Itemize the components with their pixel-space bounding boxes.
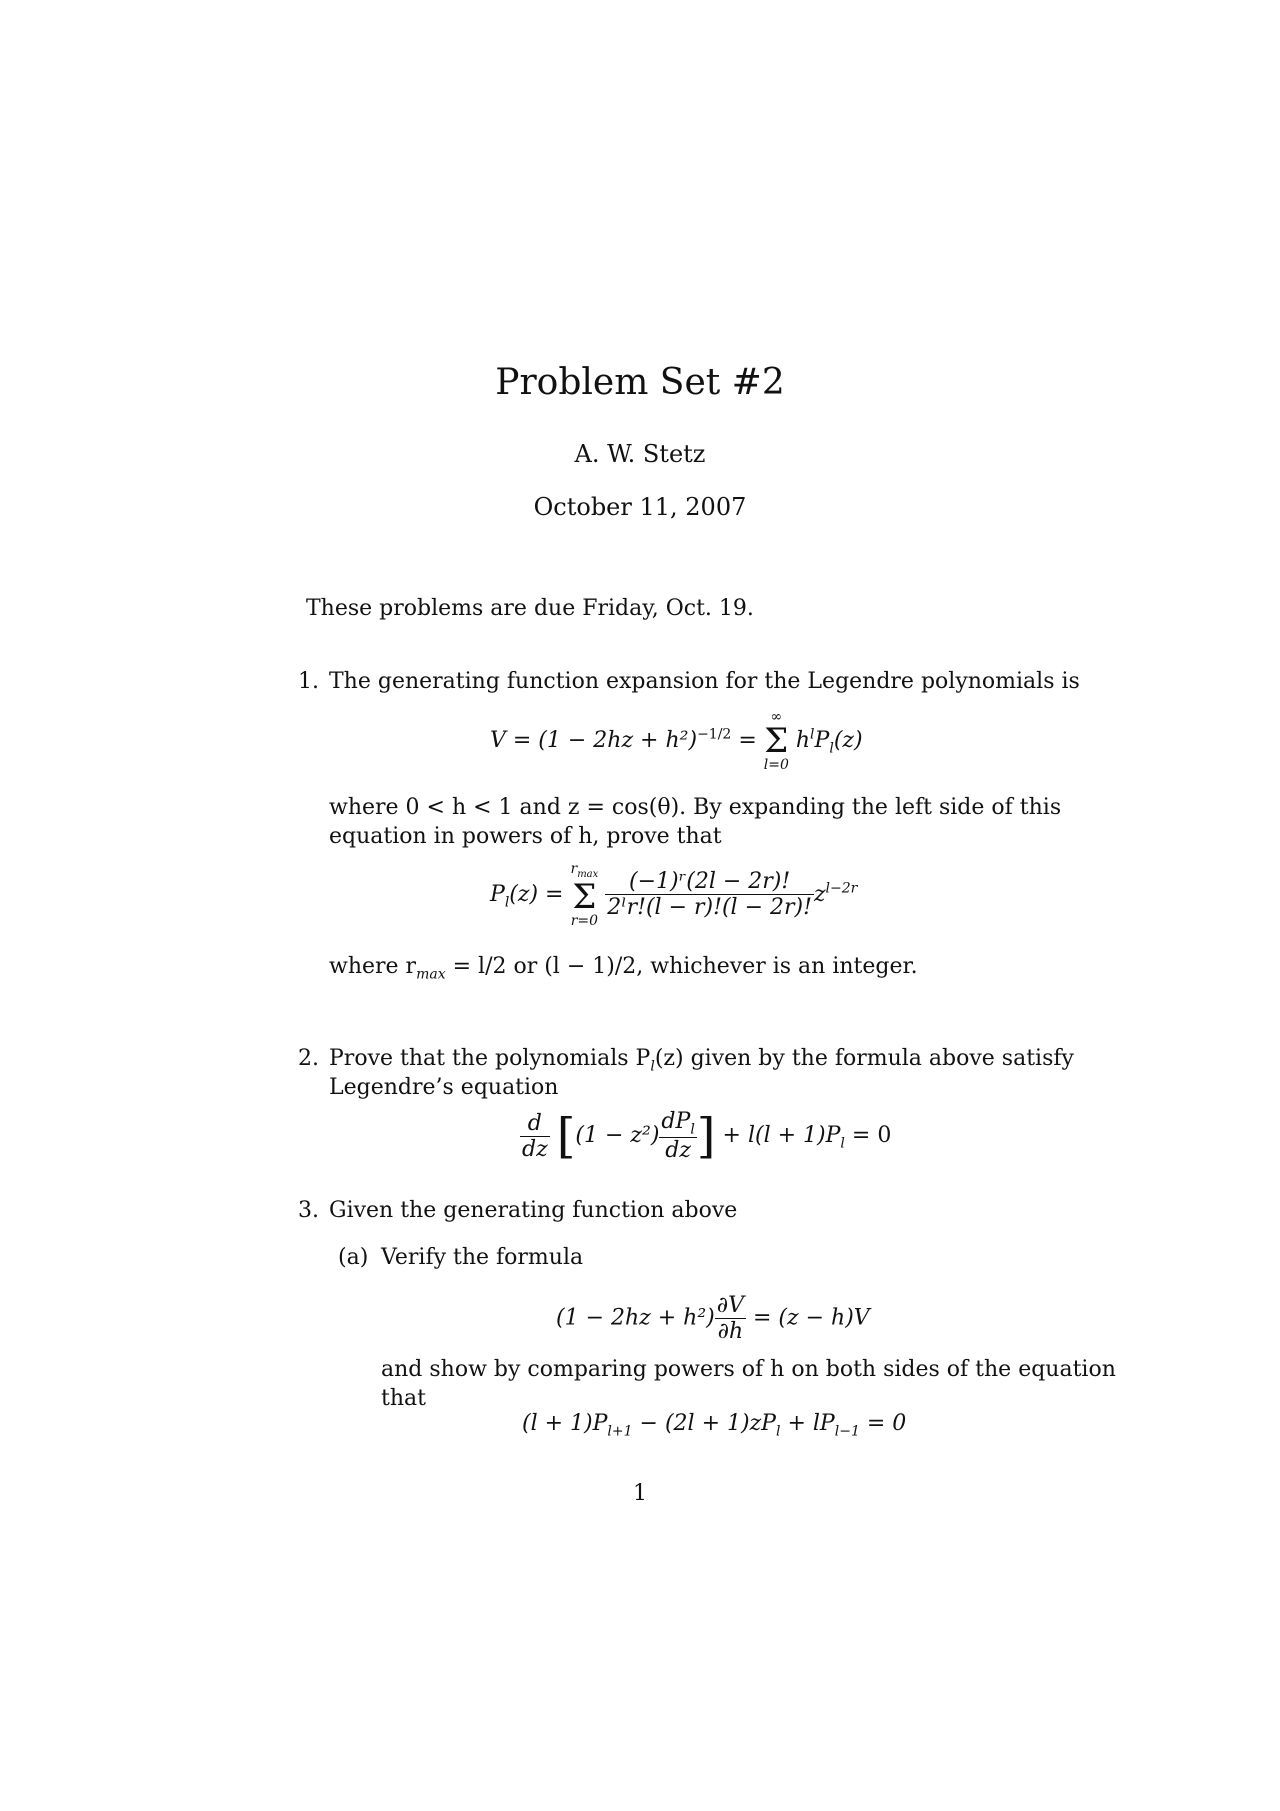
author: A. W. Stetz xyxy=(574,440,706,468)
problem-1-line-4: where $r_{max} = l/2$ or (l − 1)/2, whichever is an integer. xyxy=(329,954,918,983)
eq1-sum xyxy=(764,710,789,772)
equation-legendre-sum xyxy=(490,862,857,928)
sigma-icon: Σ xyxy=(764,721,789,761)
eq1-equals: = xyxy=(731,728,764,753)
page-number: 1 xyxy=(633,1481,647,1506)
eq1-term-exp: l xyxy=(810,726,815,743)
deriv-rhs: = (z − h)V xyxy=(746,1305,870,1331)
ode-inner: (1 − z²) xyxy=(575,1123,660,1148)
eq2-sum xyxy=(570,862,598,928)
part-a-line-3: that xyxy=(381,1386,426,1411)
problem-1-line-3: equation in powers of h, prove that xyxy=(329,824,722,849)
equation-recurrence: $(l + 1)P_{l+1} - (2l + 1)zP_l + lP_{l-1} = 0$ xyxy=(522,1411,907,1440)
ode-d-dz: $\frac{d}{dz}$ xyxy=(522,1110,548,1162)
sigma-icon: Σ xyxy=(572,876,597,917)
eq2-tail-exp: l−2r xyxy=(825,880,858,897)
ode-rest: + l(l + 1)P xyxy=(722,1123,841,1148)
eq2-denominator: 2ˡr!(l − r)!(l − 2r)! xyxy=(607,895,812,921)
problem-2-line-1: Prove that the polynomials $P_l(z)$ given by the formula above satisfy xyxy=(329,1046,1074,1075)
eq2-lhs-sub: l xyxy=(504,894,510,911)
eq1-term-arg: (z) xyxy=(833,728,863,753)
eq2-lhs: P xyxy=(490,881,505,907)
problem-3-number: 3. xyxy=(298,1198,319,1223)
problem-1-line-2: where 0 < h < 1 and z = cos(θ). By expanding the left side of this xyxy=(329,795,1062,820)
problem-2-number: 2. xyxy=(298,1046,319,1071)
eq1-term: h xyxy=(795,728,811,753)
eq1-term-p: P xyxy=(814,728,830,753)
part-a-line-1: Verify the formula xyxy=(381,1245,584,1270)
problem-1-number: 1. xyxy=(298,669,319,694)
equation-legendre-ode: $\frac{d}{dz}$ [(1 − z²) $\frac{dP_l}{dz}$ ] + $l(l + 1)P_l = 0$ xyxy=(522,1108,892,1164)
deriv-lhs: (1 − 2hz + h²) xyxy=(556,1305,715,1331)
eq1-sum-bottom: l=0 xyxy=(763,757,789,773)
right-bracket-icon: ] xyxy=(696,1108,716,1164)
document-title: Problem Set #2 xyxy=(495,362,785,403)
eq2-lhs-arg: (z) = xyxy=(509,881,571,907)
part-a-line-2: and show by comparing powers of h on both sides of the equation xyxy=(381,1357,1116,1382)
deriv-fraction: $\frac{\partial V}{\partial h}$ xyxy=(716,1293,745,1344)
equation-generating-function xyxy=(490,710,863,772)
problem-1-statement: The generating function expansion for the Legendre polynomials is xyxy=(329,669,1080,694)
eq1-exponent: −1/2 xyxy=(697,726,732,743)
eq1-term-sub: l xyxy=(829,740,834,757)
equation-derivative-relation xyxy=(556,1293,870,1344)
ode-dp-dz: $\frac{dP_l}{dz}$ xyxy=(661,1108,695,1164)
eq1-lhs: V = (1 − 2hz + h²) xyxy=(490,728,698,753)
eq2-numerator: (−1)ʳ(2l − 2r)! xyxy=(605,869,814,895)
eq1-sum-top: ∞ xyxy=(770,709,783,725)
problem-3-line-1: Given the generating function above xyxy=(329,1198,738,1223)
eq2-tail: z xyxy=(813,881,826,907)
eq2-fraction xyxy=(605,869,814,920)
eq2-sum-bottom: r=0 xyxy=(570,912,599,929)
part-a-label: (a) xyxy=(338,1245,369,1270)
problem-2-line-2: Legendre’s equation xyxy=(329,1075,559,1100)
due-date-note: These problems are due Friday, Oct. 19. xyxy=(306,596,754,621)
eq2-sum-top: $r_{max}$ xyxy=(570,861,599,880)
left-bracket-icon: [ xyxy=(556,1108,576,1164)
date: October 11, 2007 xyxy=(533,493,747,521)
